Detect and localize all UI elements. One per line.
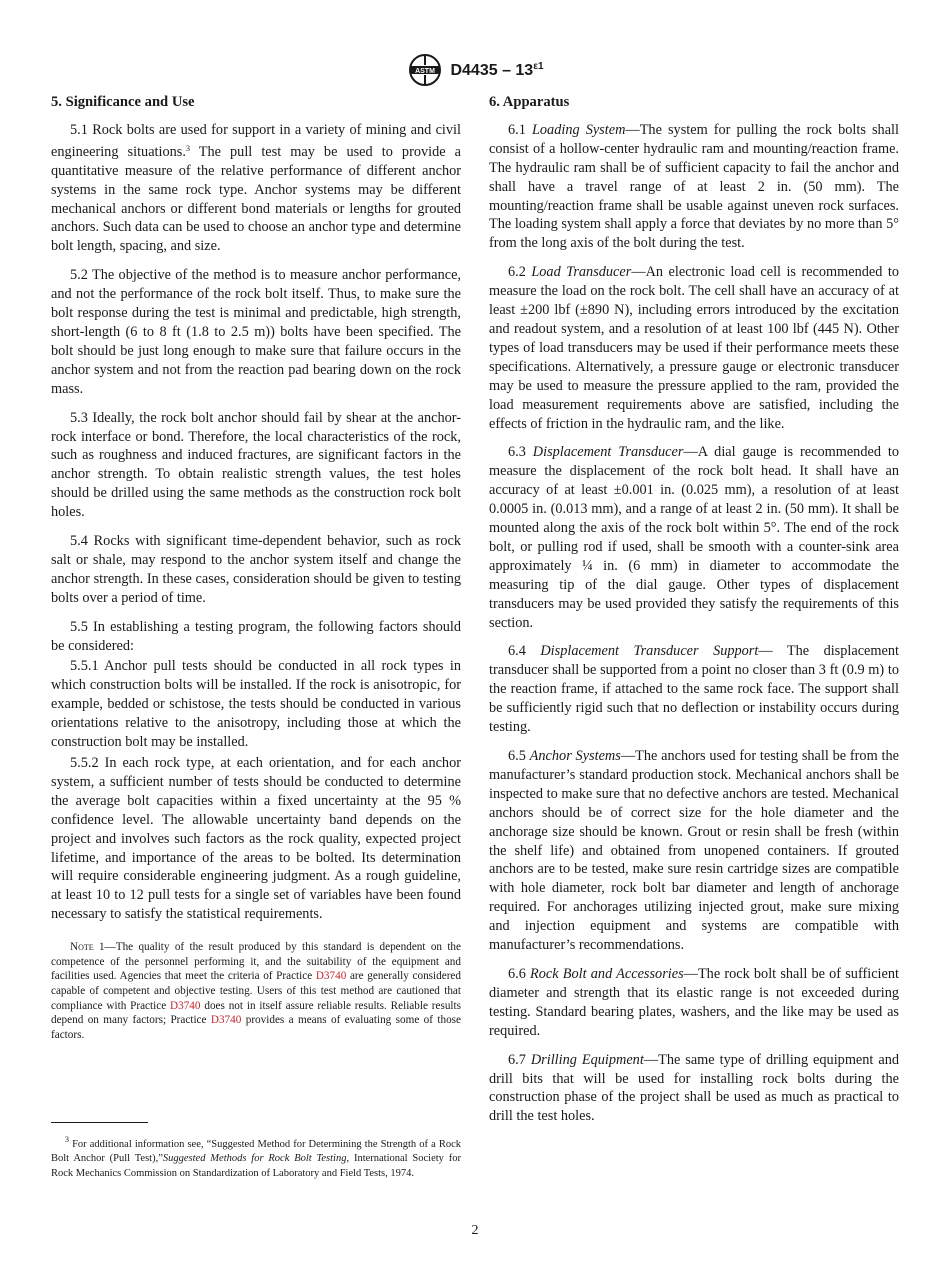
reference-link-d3740[interactable]: D3740 <box>315 970 347 983</box>
paragraph-6-2: 6.2 Load Transducer—An electronic load cell is recommended to measure the load on the rock bolt. The cell shall have an accuracy of at least ±200 lbf (±890 N), including errors introduced by the excitation and readout system, and a resolution of at least 100 lbf (445 N). Other types of load transducers may be used if their performance meets these specifications. Alternatively, a pressure gauge or electronic transducer may be used to measure the pressure applied to the ram, provided the load measurement requirements above are satisfied, including the effects of friction in the hydraulic ram, and the like. <box>489 264 899 432</box>
svg-text:ASTM: ASTM <box>415 68 436 75</box>
caption-drilling-equipment: Drilling Equipment <box>530 1051 644 1068</box>
footnote-ref-3: 3 <box>185 143 190 153</box>
caption-rock-bolt: Rock Bolt and Accessories <box>530 965 684 982</box>
header-inner <box>406 53 543 87</box>
note-1: Note 1—The quality of the result produced by this standard is dependent on the competence of the personnel performing it, and the suitability of the equipment and facilities used. Agencies that meet the criteria of Practice D3740 are generally considered capable of competent and objective testing. Users of this test method are cautioned that compliance with Practice D3740 does not in itself assure reliable results. Reliable results depend on many factors; Practice D3740 provides a means of evaluating some of those factors. <box>51 941 461 1041</box>
paragraph-5-5: 5.5 In establishing a testing program, the following factors should be considered: <box>51 618 461 654</box>
paragraph-5-5-2: 5.5.2 In each rock type, at each orientation, and for each anchor system, a sufficient number of tests should be conducted to determine the average bolt capacities within a fixed uncertainty at the 95 % confidence level. The allowable uncertainty band depends on the project and involves such factors as the rock quality, expected project lifetime, and importance of the areas to be bolted. Its determination will require considerable engineering judgment. As a rough guideline, at least 10 to 12 pull tests for a single set of variables have been found necessary to satisfy the statistical requirements. <box>51 755 461 923</box>
caption-anchor-systems: Anchor Systems <box>529 748 621 764</box>
paragraph-5-4: 5.4 Rocks with significant time-dependent behavior, such as rock salt or shale, may respond to the anchor system itself and change the anchor strength. In these cases, consideration should be given to testing bolts over a period of time. <box>51 533 461 606</box>
paragraph-5-3: 5.3 Ideally, the rock bolt anchor should fail by shear at the anchor-rock interface or bond. Therefore, the local characteristics of the rock, such as roughness and induced fractures, are significant factors in the anchor strength. To obtain realistic strength values, the test holes should be drilled using the same methods as the construction rock bolt holes. <box>51 409 461 521</box>
paragraph-5-2: 5.2 The objective of the method is to measure anchor performance, and not the performance of the rock bolt itself. Thus, to make sure the bolt response during the test is minimal and predictable, high strength, short-length (6 to 8 ft (1.8 to 2.5 m)) bolts have been specified. The bolt should be just long enough to make sure that failure occurs in the anchor system and not from the reaction pad bearing down on the rock mass. <box>51 267 461 397</box>
reference-link-d3740[interactable]: D3740 <box>210 1014 242 1027</box>
right-column <box>489 93 899 1136</box>
page-header <box>0 53 950 92</box>
footnote-divider <box>51 1122 148 1123</box>
designation-superscript: ε1 <box>533 60 544 72</box>
paragraph-5-1: 5.1 Rock bolts are used for support in a variety of mining and civil engineering situations.$^3$ The pull test may be used to provide a quantitative measure of the relative performance of different anchor systems in the same rock type. Anchor systems may be different mechanical anchors or different bond materials or lengths for grouted anchors. Such data can be used to choose an anchor type and determine bolt length, spacing, and size. <box>51 121 461 255</box>
paragraph-5-5-1: 5.5.1 Anchor pull tests should be conducted in all rock types in which construction bolts will be installed. If the rock is anisotropic, for example, bedded or schistose, the tests should be conducted in various orientations relative to the anisotropy, including those at which the construction bolt may be installed. <box>51 658 461 751</box>
caption-load-transducer: Load Transducer <box>531 264 632 281</box>
paragraph-6-7: 6.7 Drilling Equipment—The same type of drilling equipment and drill bits that will be used for installing rock bolts during the construction phase of the project shall be used as much as practical to drill the test holes. <box>489 1051 899 1125</box>
standard-designation: $D4435 - 13^{\varepsilon 1}$ <box>450 60 544 79</box>
footnote-title: Suggested Methods for Rock Bolt Testing <box>162 1153 347 1165</box>
paragraph-6-3: 6.3 Displacement Transducer—A dial gauge is recommended to measure the displacement of the rock bolt head. It shall have an accuracy of at least ±0.001 in. (0.025 mm), a resolution of at least 0.0005 in. (0.013 mm), and a range of at least 2 in. (50 mm). It shall be mounted along the axis of the rock bolt within 5°. The end of the rock bolt, or pulling rod if used, shall be smooth with a counter-sink area approximately ¼ in. (6 mm) in diameter to accommodate the measuring tip of the dial gauge. Other types of displacement transducers may be used provided they satisfy the requirements of this section. <box>489 444 899 631</box>
astm-logo-icon <box>406 53 444 87</box>
left-column <box>51 93 461 1042</box>
footnote-number: 3 <box>65 1135 69 1144</box>
section-title-6: 6. Apparatus <box>489 94 570 110</box>
paragraph-6-5: 6.5 Anchor Systems—The anchors used for testing shall be from the manufacturer’s standard production stock. Mechanical anchors shall be inspected to make sure that no defective anchors are tested. Mechanical anchors should be of correct size for the hole diameter and the anchorage size should be known. Grout or resin shall be fresh (within the shelf life) and obtained from unopened containers. If grouted anchors are to be tested, make sure resin cartridge sizes are compatible with hole diameter, rock bolt bar diameter and length of anchorage required. For anchorages utilizing injected grout, make sure mixing and injection equipment and systems are compatible with manufacturer’s recommendations. <box>489 748 899 954</box>
caption-transducer-support: Displacement Transducer Support <box>540 643 759 660</box>
page-number: 2 <box>471 1223 479 1238</box>
reference-link-d3740[interactable]: D3740 <box>170 999 201 1012</box>
note-label: Note 1 <box>70 941 105 954</box>
paragraph-6-6: 6.6 Rock Bolt and Accessories—The rock bolt shall be of sufficient diameter and strength that its elastic range is not exceeded during testing. Standard bearing plates, washers, and the like may be used as required. <box>489 965 899 1039</box>
paragraph-6-4: 6.4 Displacement Transducer Support— The displacement transducer shall be supported from a point no closer than 3 ft (0.9 m) to the reaction frame, if attached to the same rock face. The support shall be sufficiently rigid such that no deflection or instability occurs during testing. <box>489 643 899 736</box>
caption-displacement-transducer: Displacement Transducer <box>532 444 684 461</box>
footnote-3: $^3$ For additional information see, “Suggested Method for Determining the Strength of a Rock Bolt Anchor (Pull Test),”Suggested Methods for Rock Bolt Testing, International Society for Rock Mechanics Commission on Standardization of Laboratory and Field Tests, 1974. <box>51 1135 461 1179</box>
section-title-5: 5. Significance and Use <box>51 94 195 110</box>
caption-loading-system: Loading System <box>531 121 626 138</box>
paragraph-6-1: 6.1 Loading System—The system for pulling the rock bolts shall consist of a hollow-center hydraulic ram and mounting/reaction frame. The hydraulic ram shall be of sufficient capacity to fail the anchor and shall have a travel range of at least 2 in. (50 mm). The mounting/reaction frame shall be usable against uneven rock surfaces. The loading system shall apply a force that deviates by no more than 5° from the long axis of the bolt during the test. <box>489 121 899 252</box>
